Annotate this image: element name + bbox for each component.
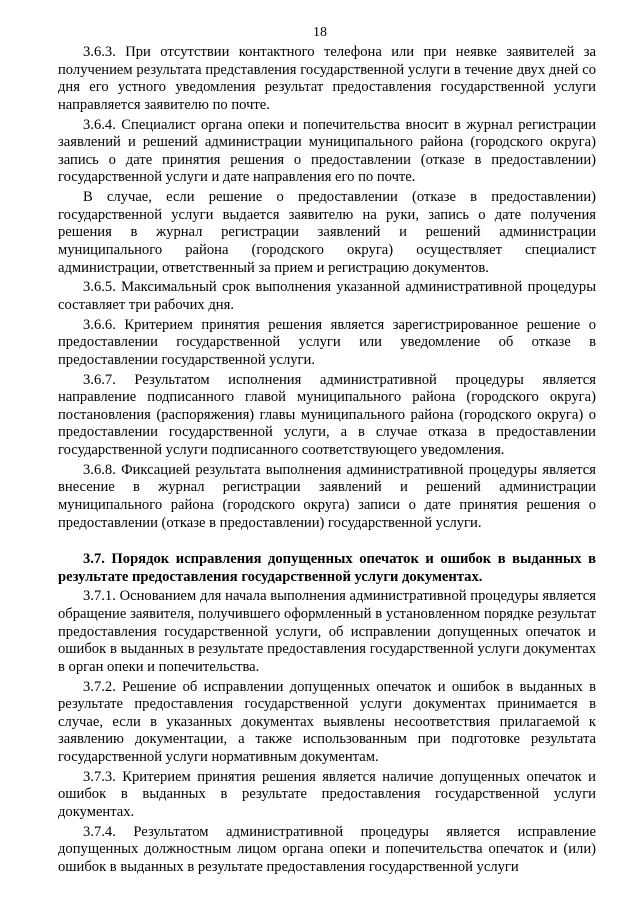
- paragraph-3-7-2: 3.7.2. Решение об исправлении допущенных опечаток и ошибок в выданных в результате предоставления государственной услуги документах принимается в случае, если в указанных документах выявлены несоответствия прилагаемой к заявлению документации, а также использованным при подготовке результата государственной услуги нормативным документам.: [58, 678, 596, 765]
- page-body: [58, 44, 596, 876]
- page-number: 18: [313, 25, 327, 40]
- paragraph-3-6-7: 3.6.7. Результатом исполнения административной процедуры является направление подписанного главой муниципального района (городского округа) постановления (распоряжения) главы муниципального района (городского округа) о предоставлении государственной услуги, а в случае отказа в предоставлении государственной услуги подписанного соответствующего уведомления.: [58, 371, 596, 458]
- paragraph-hand-delivery: В случае, если решение о предоставлении (отказе в предоставлении) государственной услуги выдается заявителю на руки, запись о дате получения решения в журнал регистрации заявлений и решений администрации муниципального района (городского округа) осуществляет специалист администрации, ответственный за прием и регистрацию документов.: [58, 189, 596, 276]
- paragraph-3-6-8: 3.6.8. Фиксацией результата выполнения административной процедуры является внесение в журнал регистрации заявлений и решений администрации муниципального района (городского округа) записи о дате принятия решения о предоставлении (отказе в предоставлении) государственной услуги.: [58, 461, 596, 531]
- paragraph-3-6-4: 3.6.4. Специалист органа опеки и попечительства вносит в журнал регистрации заявлений и решений администрации муниципального района (городского округа) запись о дате принятия решения о предоставлении (отказе в предоставлении) государственной услуги и дате направления его по почте.: [58, 116, 596, 186]
- paragraph-3-6-6: 3.6.6. Критерием принятия решения является зарегистрированное решение о предоставлении государственной услуги или уведомление об отказе в предоставлении государственной услуги.: [58, 316, 596, 368]
- paragraph-3-7-4: 3.7.4. Результатом административной процедуры является исправление допущенных должностным лицом органа опеки и попечительства опечаток и (или) ошибок в выданных в результате предоставления государственной услуги: [58, 823, 596, 875]
- paragraph-3-6-3: 3.6.3. При отсутствии контактного телефона или при неявке заявителей за получением результата представления государственной услуги в течение двух дней со дня его устного уведомления результат предоставления государственной услуги направляется заявителю по почте.: [58, 44, 596, 113]
- paragraph-3-6-5: 3.6.5. Максимальный срок выполнения указанной административной процедуры составляет три рабочих дня.: [58, 279, 596, 313]
- paragraph-3-7-3: 3.7.3. Критерием принятия решения является наличие допущенных опечаток и ошибок в выданных в результате предоставления государственной услуги документах.: [58, 768, 596, 820]
- paragraph-3-7-1: 3.7.1. Основанием для начала выполнения административной процедуры является обращение заявителя, получившего оформленный в установленном порядке результат предоставления государственной услуги, об исправлении допущенных опечаток и ошибок в выданных в результате предоставления государственной услуги документах в орган опеки и попечительства.: [58, 588, 596, 675]
- section-heading-3-7: 3.7. Порядок исправления допущенных опечаток и ошибок в выданных в результате предоставления государственной услуги документах.: [58, 551, 596, 585]
